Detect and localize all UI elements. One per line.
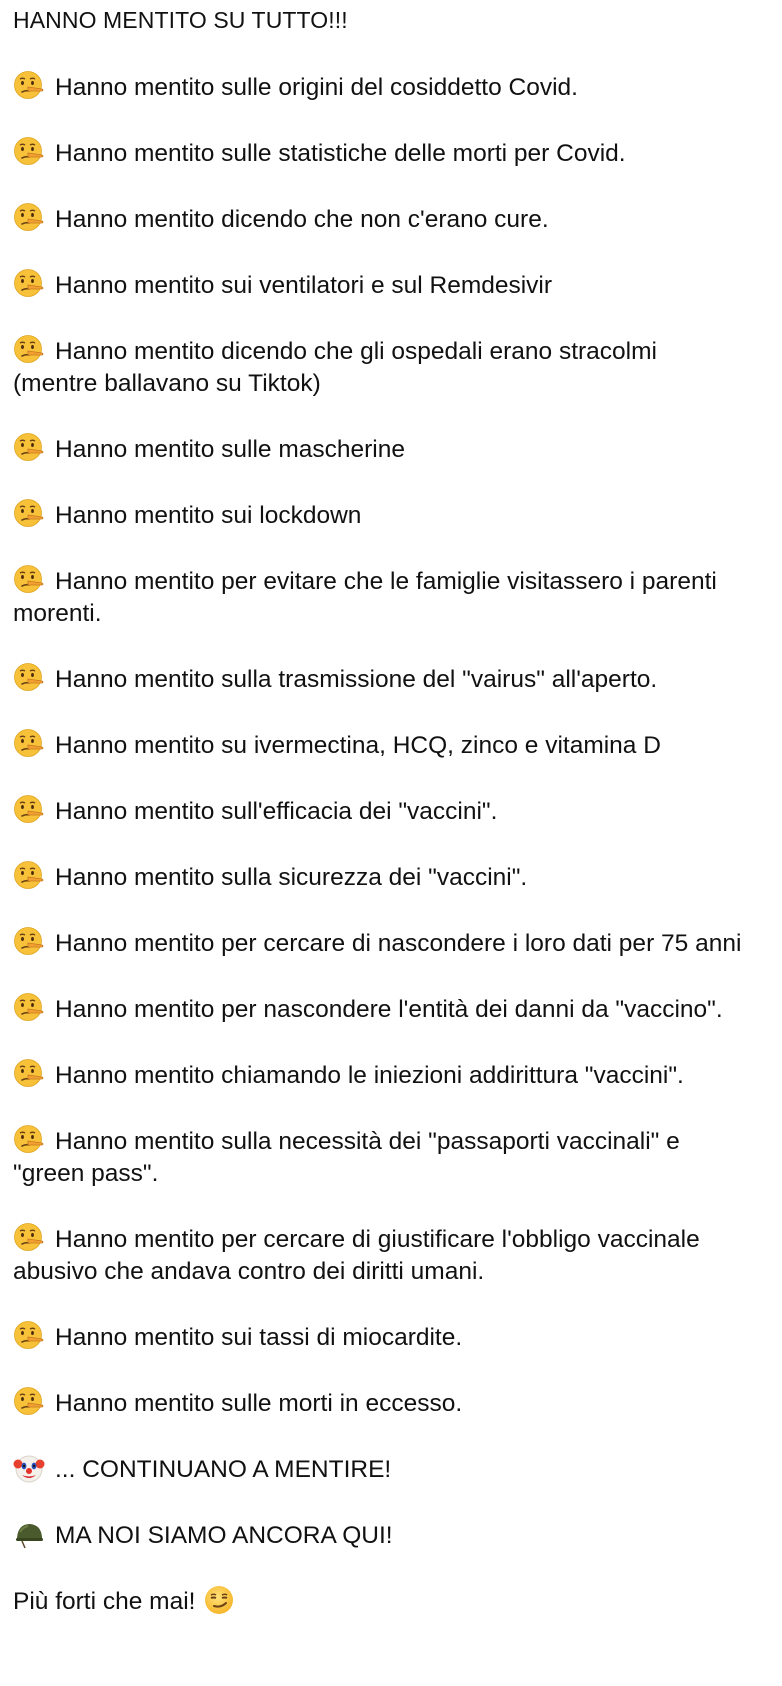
list-item-text: Hanno mentito su ivermectina, HCQ, zinco e vitamina D bbox=[55, 732, 661, 759]
list-item-text: Hanno mentito dicendo che non c'erano cure. bbox=[55, 206, 549, 233]
lying-face-icon bbox=[13, 1222, 45, 1254]
list-item-text: Hanno mentito dicendo che gli ospedali erano stracolmi (mentre ballavano su Tiktok) bbox=[13, 338, 657, 397]
list-item bbox=[13, 1320, 745, 1354]
list-item-text: Hanno mentito per evitare che le famiglie visitassero i parenti morenti. bbox=[13, 568, 717, 627]
list-item bbox=[13, 728, 745, 762]
list-item bbox=[13, 70, 745, 104]
list-item-text: Hanno mentito sulle morti in eccesso. bbox=[55, 1390, 463, 1417]
list-item bbox=[13, 992, 745, 1026]
military-helmet-icon bbox=[13, 1518, 45, 1550]
list-item-text: Hanno mentito sulla sicurezza dei "vaccini". bbox=[55, 864, 528, 891]
lying-face-icon bbox=[13, 498, 45, 530]
lying-face-icon bbox=[13, 432, 45, 464]
list-item bbox=[13, 1386, 745, 1420]
list-item bbox=[13, 432, 745, 466]
helmet-line bbox=[13, 1518, 745, 1552]
list-item-text: Hanno mentito per cercare di giustificare l'obbligo vaccinale abusivo che andava contro dei diritti umani. bbox=[13, 1226, 700, 1285]
list-item bbox=[13, 1222, 745, 1288]
lying-face-icon bbox=[13, 728, 45, 760]
list-item-text: Hanno mentito sui lockdown bbox=[55, 502, 362, 529]
lying-face-icon bbox=[13, 1320, 45, 1352]
lying-face-icon bbox=[13, 334, 45, 366]
clown-face-icon bbox=[13, 1452, 45, 1484]
list-item-text: Hanno mentito sulla trasmissione del "vairus" all'aperto. bbox=[55, 666, 658, 693]
list-item-text: Hanno mentito sulla necessità dei "passaporti vaccinali" e "green pass". bbox=[13, 1128, 680, 1187]
list-item-text: Hanno mentito chiamando le iniezioni addirittura "vaccini". bbox=[55, 1062, 684, 1089]
list-item bbox=[13, 860, 745, 894]
list-item-text: Hanno mentito sulle statistiche delle morti per Covid. bbox=[55, 140, 626, 167]
list-item bbox=[13, 268, 745, 302]
list-item-text: Hanno mentito per nascondere l'entità dei danni da "vaccino". bbox=[55, 996, 723, 1023]
helmet-line-text: MA NOI SIAMO ANCORA QUI! bbox=[55, 1522, 393, 1549]
lying-face-icon bbox=[13, 794, 45, 826]
list-item bbox=[13, 794, 745, 828]
list-item bbox=[13, 202, 745, 236]
closing-line bbox=[13, 1584, 745, 1618]
list-item bbox=[13, 498, 745, 532]
smirking-face-icon bbox=[203, 1584, 235, 1616]
list-item-text: Hanno mentito sui ventilatori e sul Remdesivir bbox=[55, 272, 553, 299]
list-item bbox=[13, 136, 745, 170]
list-item-text: Hanno mentito per cercare di nascondere i loro dati per 75 anni bbox=[55, 930, 742, 957]
lying-face-icon bbox=[13, 992, 45, 1024]
list-item bbox=[13, 926, 745, 960]
post-title: HANNO MENTITO SU TUTTO!!! bbox=[13, 7, 348, 33]
list-item-text: Hanno mentito sulle origini del cosiddetto Covid. bbox=[55, 74, 578, 101]
lying-face-icon bbox=[13, 1124, 45, 1156]
list-item bbox=[13, 662, 745, 696]
list-item-text: Hanno mentito sulle mascherine bbox=[55, 436, 405, 463]
lying-face-icon bbox=[13, 564, 45, 596]
lying-face-icon bbox=[13, 662, 45, 694]
lying-face-icon bbox=[13, 926, 45, 958]
list-item bbox=[13, 1058, 745, 1092]
list-item bbox=[13, 1124, 745, 1190]
list-item-text: Hanno mentito sui tassi di miocardite. bbox=[55, 1324, 463, 1351]
clown-line-text: ... CONTINUANO A MENTIRE! bbox=[55, 1456, 392, 1483]
lying-face-icon bbox=[13, 202, 45, 234]
lying-face-icon bbox=[13, 70, 45, 102]
clown-line bbox=[13, 1452, 745, 1486]
lying-face-icon bbox=[13, 1386, 45, 1418]
post-body bbox=[13, 6, 745, 1650]
list-item bbox=[13, 334, 745, 400]
lying-face-icon bbox=[13, 136, 45, 168]
post-items-list bbox=[13, 70, 745, 1420]
lying-face-icon bbox=[13, 268, 45, 300]
lying-face-icon bbox=[13, 860, 45, 892]
list-item bbox=[13, 564, 745, 630]
closing-line-text: Più forti che mai! bbox=[13, 1588, 196, 1615]
list-item-text: Hanno mentito sull'efficacia dei "vaccini". bbox=[55, 798, 498, 825]
lying-face-icon bbox=[13, 1058, 45, 1090]
